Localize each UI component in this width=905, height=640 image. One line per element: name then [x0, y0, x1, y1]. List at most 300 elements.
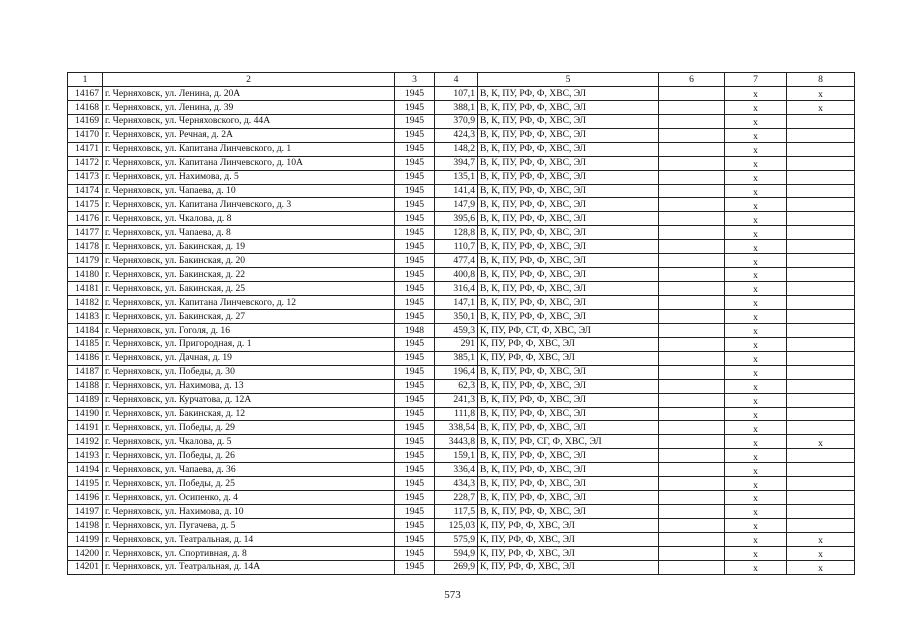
cell-year: 1945: [395, 337, 435, 351]
cell-col7: х: [725, 323, 787, 337]
cell-equipment: В, К, ПУ, РФ, Ф, ХВС, ЭЛ: [478, 379, 659, 393]
table-row: [68, 240, 855, 254]
cell-col8: [787, 449, 855, 463]
cell-equipment: В, К, ПУ, РФ, Ф, ХВС, ЭЛ: [478, 296, 659, 310]
table-row: [68, 435, 855, 449]
cell-id: 14167: [68, 86, 103, 100]
cell-col8: [787, 323, 855, 337]
column-header-4: 4: [435, 73, 478, 87]
cell-id: 14178: [68, 240, 103, 254]
cell-area: 110,7: [435, 240, 478, 254]
cell-col8: [787, 505, 855, 519]
cell-col6: [659, 254, 725, 268]
cell-col7: х: [725, 491, 787, 505]
table-body: [68, 86, 855, 574]
cell-col6: [659, 477, 725, 491]
cell-address: г. Черняховск, ул. Ленина, д. 20А: [103, 86, 395, 100]
table-row: [68, 407, 855, 421]
cell-year: 1945: [395, 407, 435, 421]
cell-area: 594,9: [435, 546, 478, 560]
cell-area: 350,1: [435, 309, 478, 323]
table-row: [68, 546, 855, 560]
cell-id: 14195: [68, 477, 103, 491]
cell-col6: [659, 463, 725, 477]
cell-address: г. Черняховск, ул. Пригородная, д. 1: [103, 337, 395, 351]
cell-year: 1945: [395, 491, 435, 505]
cell-col6: [659, 184, 725, 198]
table-header-row: [68, 73, 855, 87]
cell-equipment: В, К, ПУ, РФ, Ф, ХВС, ЭЛ: [478, 128, 659, 142]
cell-col7: х: [725, 505, 787, 519]
cell-col6: [659, 309, 725, 323]
cell-equipment: К, ПУ, РФ, Ф, ХВС, ЭЛ: [478, 351, 659, 365]
cell-col8: [787, 309, 855, 323]
cell-area: 147,9: [435, 198, 478, 212]
cell-id: 14192: [68, 435, 103, 449]
cell-area: 3443,8: [435, 435, 478, 449]
table-row: [68, 351, 855, 365]
cell-col6: [659, 156, 725, 170]
cell-year: 1945: [395, 282, 435, 296]
cell-col6: [659, 519, 725, 533]
cell-col8: [787, 351, 855, 365]
cell-address: г. Черняховск, ул. Победы, д. 26: [103, 449, 395, 463]
cell-id: 14183: [68, 309, 103, 323]
cell-col8: [787, 282, 855, 296]
cell-col7: х: [725, 407, 787, 421]
cell-year: 1945: [395, 156, 435, 170]
cell-address: г. Черняховск, ул. Бакинская, д. 12: [103, 407, 395, 421]
cell-address: г. Черняховск, ул. Курчатова, д. 12А: [103, 393, 395, 407]
cell-col8: [787, 170, 855, 184]
table-row: [68, 86, 855, 100]
column-header-2: 2: [103, 73, 395, 87]
cell-area: 159,1: [435, 449, 478, 463]
cell-col7: х: [725, 268, 787, 282]
cell-col7: х: [725, 226, 787, 240]
cell-col8: [787, 226, 855, 240]
cell-address: г. Черняховск, ул. Чапаева, д. 10: [103, 184, 395, 198]
cell-col8: [787, 491, 855, 505]
cell-year: 1945: [395, 226, 435, 240]
page-number: 573: [444, 589, 461, 601]
table-row: [68, 254, 855, 268]
cell-equipment: В, К, ПУ, РФ, Ф, ХВС, ЭЛ: [478, 100, 659, 114]
table-row: [68, 114, 855, 128]
cell-col6: [659, 114, 725, 128]
cell-address: г. Черняховск, ул. Капитана Линчевского, д. 12: [103, 296, 395, 310]
cell-area: 400,8: [435, 268, 478, 282]
cell-address: г. Черняховск, ул. Бакинская, д. 27: [103, 309, 395, 323]
cell-id: 14173: [68, 170, 103, 184]
cell-col6: [659, 532, 725, 546]
cell-col6: [659, 282, 725, 296]
cell-address: г. Черняховск, ул. Дачная, д. 19: [103, 351, 395, 365]
cell-col8: [787, 421, 855, 435]
cell-area: 338,54: [435, 421, 478, 435]
cell-area: 385,1: [435, 351, 478, 365]
cell-equipment: В, К, ПУ, РФ, Ф, ХВС, ЭЛ: [478, 142, 659, 156]
table-row: [68, 449, 855, 463]
cell-col8: [787, 337, 855, 351]
cell-col6: [659, 505, 725, 519]
cell-area: 128,8: [435, 226, 478, 240]
cell-equipment: К, ПУ, РФ, Ф, ХВС, ЭЛ: [478, 337, 659, 351]
cell-col7: х: [725, 379, 787, 393]
cell-col7: х: [725, 351, 787, 365]
cell-id: 14190: [68, 407, 103, 421]
cell-col7: х: [725, 86, 787, 100]
cell-id: 14191: [68, 421, 103, 435]
cell-col8: [787, 463, 855, 477]
cell-id: 14180: [68, 268, 103, 282]
cell-address: г. Черняховск, ул. Нахимова, д. 13: [103, 379, 395, 393]
table-row: [68, 100, 855, 114]
cell-col6: [659, 546, 725, 560]
cell-equipment: В, К, ПУ, РФ, Ф, ХВС, ЭЛ: [478, 309, 659, 323]
cell-id: 14179: [68, 254, 103, 268]
cell-year: 1945: [395, 379, 435, 393]
table-row: [68, 268, 855, 282]
cell-col7: х: [725, 477, 787, 491]
cell-col7: х: [725, 309, 787, 323]
table-row: [68, 393, 855, 407]
table-row: [68, 421, 855, 435]
table-row: [68, 463, 855, 477]
cell-year: 1945: [395, 86, 435, 100]
cell-equipment: В, К, ПУ, РФ, Ф, ХВС, ЭЛ: [478, 505, 659, 519]
cell-equipment: В, К, ПУ, РФ, Ф, ХВС, ЭЛ: [478, 449, 659, 463]
cell-year: 1945: [395, 184, 435, 198]
table-row: [68, 282, 855, 296]
cell-col7: х: [725, 240, 787, 254]
cell-col7: х: [725, 435, 787, 449]
table-row: [68, 560, 855, 574]
table-row: [68, 128, 855, 142]
cell-address: г. Черняховск, ул. Чкалова, д. 8: [103, 212, 395, 226]
cell-id: 14193: [68, 449, 103, 463]
cell-equipment: В, К, ПУ, РФ, Ф, ХВС, ЭЛ: [478, 491, 659, 505]
cell-col7: х: [725, 463, 787, 477]
cell-year: 1945: [395, 268, 435, 282]
cell-id: 14199: [68, 532, 103, 546]
cell-area: 111,8: [435, 407, 478, 421]
table-row: [68, 337, 855, 351]
cell-col8: [787, 128, 855, 142]
cell-area: 125,03: [435, 519, 478, 533]
cell-col7: х: [725, 546, 787, 560]
cell-col8: [787, 212, 855, 226]
cell-year: 1945: [395, 393, 435, 407]
cell-area: 62,3: [435, 379, 478, 393]
cell-col6: [659, 198, 725, 212]
cell-col6: [659, 491, 725, 505]
cell-area: 228,7: [435, 491, 478, 505]
cell-year: 1945: [395, 532, 435, 546]
column-header-1: 1: [68, 73, 103, 87]
cell-year: 1945: [395, 351, 435, 365]
cell-col7: х: [725, 365, 787, 379]
table-row: [68, 505, 855, 519]
cell-equipment: В, К, ПУ, РФ, Ф, ХВС, ЭЛ: [478, 198, 659, 212]
cell-year: 1945: [395, 449, 435, 463]
cell-year: 1945: [395, 296, 435, 310]
cell-equipment: В, К, ПУ, РФ, Ф, ХВС, ЭЛ: [478, 463, 659, 477]
cell-col6: [659, 379, 725, 393]
cell-year: 1945: [395, 114, 435, 128]
cell-area: 147,1: [435, 296, 478, 310]
cell-address: г. Черняховск, ул. Бакинская, д. 20: [103, 254, 395, 268]
cell-address: г. Черняховск, ул. Победы, д. 29: [103, 421, 395, 435]
cell-equipment: В, К, ПУ, РФ, Ф, ХВС, ЭЛ: [478, 407, 659, 421]
cell-col6: [659, 296, 725, 310]
table-row: [68, 226, 855, 240]
cell-col7: х: [725, 449, 787, 463]
cell-address: г. Черняховск, ул. Победы, д. 30: [103, 365, 395, 379]
cell-address: г. Черняховск, ул. Нахимова, д. 10: [103, 505, 395, 519]
cell-id: 14182: [68, 296, 103, 310]
cell-col7: х: [725, 156, 787, 170]
cell-year: 1945: [395, 142, 435, 156]
cell-area: 388,1: [435, 100, 478, 114]
cell-year: 1945: [395, 365, 435, 379]
cell-address: г. Черняховск, ул. Спортивная, д. 8: [103, 546, 395, 560]
table-row: [68, 212, 855, 226]
cell-col7: х: [725, 100, 787, 114]
cell-equipment: В, К, ПУ, РФ, Ф, ХВС, ЭЛ: [478, 226, 659, 240]
cell-col6: [659, 407, 725, 421]
cell-col6: [659, 365, 725, 379]
cell-col8: х: [787, 100, 855, 114]
cell-id: 14196: [68, 491, 103, 505]
table-row: [68, 309, 855, 323]
column-header-6: 6: [659, 73, 725, 87]
cell-col8: [787, 379, 855, 393]
cell-col7: х: [725, 560, 787, 574]
cell-id: 14198: [68, 519, 103, 533]
cell-col8: [787, 477, 855, 491]
cell-equipment: В, К, ПУ, РФ, Ф, ХВС, ЭЛ: [478, 421, 659, 435]
cell-col7: х: [725, 212, 787, 226]
cell-address: г. Черняховск, ул. Капитана Линчевского, д. 10А: [103, 156, 395, 170]
cell-equipment: К, ПУ, РФ, Ф, ХВС, ЭЛ: [478, 519, 659, 533]
cell-col6: [659, 393, 725, 407]
cell-address: г. Черняховск, ул. Речная, д. 2А: [103, 128, 395, 142]
cell-col8: [787, 296, 855, 310]
cell-col6: [659, 449, 725, 463]
cell-equipment: В, К, ПУ, РФ, Ф, ХВС, ЭЛ: [478, 170, 659, 184]
cell-col8: х: [787, 435, 855, 449]
cell-area: 316,4: [435, 282, 478, 296]
cell-year: 1945: [395, 128, 435, 142]
cell-col7: х: [725, 254, 787, 268]
cell-id: 14176: [68, 212, 103, 226]
cell-col7: х: [725, 421, 787, 435]
cell-col8: [787, 393, 855, 407]
housing-register-table: [67, 72, 855, 575]
cell-id: 14181: [68, 282, 103, 296]
cell-area: 241,3: [435, 393, 478, 407]
table-row: [68, 170, 855, 184]
cell-address: г. Черняховск, ул. Чапаева, д. 36: [103, 463, 395, 477]
cell-col7: х: [725, 184, 787, 198]
cell-area: 291: [435, 337, 478, 351]
cell-year: 1945: [395, 212, 435, 226]
cell-col8: [787, 142, 855, 156]
cell-id: 14188: [68, 379, 103, 393]
cell-address: г. Черняховск, ул. Театральная, д. 14А: [103, 560, 395, 574]
cell-col8: [787, 198, 855, 212]
cell-col8: [787, 114, 855, 128]
cell-col8: [787, 156, 855, 170]
cell-area: 269,9: [435, 560, 478, 574]
cell-area: 434,3: [435, 477, 478, 491]
cell-col8: х: [787, 86, 855, 100]
cell-area: 395,6: [435, 212, 478, 226]
cell-address: г. Черняховск, ул. Нахимова, д. 5: [103, 170, 395, 184]
table-row: [68, 519, 855, 533]
cell-year: 1945: [395, 435, 435, 449]
table-row: [68, 477, 855, 491]
cell-id: 14200: [68, 546, 103, 560]
cell-equipment: В, К, ПУ, РФ, Ф, ХВС, ЭЛ: [478, 240, 659, 254]
cell-id: 14186: [68, 351, 103, 365]
cell-equipment: В, К, ПУ, РФ, Ф, ХВС, ЭЛ: [478, 365, 659, 379]
cell-id: 14168: [68, 100, 103, 114]
cell-col6: [659, 128, 725, 142]
cell-area: 394,7: [435, 156, 478, 170]
cell-col6: [659, 560, 725, 574]
cell-id: 14171: [68, 142, 103, 156]
cell-equipment: К, ПУ, РФ, Ф, ХВС, ЭЛ: [478, 546, 659, 560]
cell-address: г. Черняховск, ул. Черняховского, д. 44А: [103, 114, 395, 128]
cell-id: 14197: [68, 505, 103, 519]
cell-col7: х: [725, 142, 787, 156]
table-row: [68, 532, 855, 546]
cell-col6: [659, 435, 725, 449]
cell-equipment: В, К, ПУ, РФ, Ф, ХВС, ЭЛ: [478, 268, 659, 282]
cell-id: 14189: [68, 393, 103, 407]
cell-col8: х: [787, 546, 855, 560]
cell-col7: х: [725, 296, 787, 310]
cell-col6: [659, 100, 725, 114]
cell-col7: х: [725, 337, 787, 351]
cell-year: 1945: [395, 254, 435, 268]
cell-col7: х: [725, 282, 787, 296]
cell-address: г. Черняховск, ул. Чкалова, д. 5: [103, 435, 395, 449]
cell-col8: х: [787, 532, 855, 546]
cell-address: г. Черняховск, ул. Пугачева, д. 5: [103, 519, 395, 533]
column-header-3: 3: [395, 73, 435, 87]
cell-year: 1945: [395, 463, 435, 477]
cell-col8: [787, 407, 855, 421]
cell-equipment: В, К, ПУ, РФ, Ф, ХВС, ЭЛ: [478, 212, 659, 226]
cell-area: 107,1: [435, 86, 478, 100]
cell-equipment: В, К, ПУ, РФ, Ф, ХВС, ЭЛ: [478, 393, 659, 407]
cell-area: 336,4: [435, 463, 478, 477]
cell-area: 117,5: [435, 505, 478, 519]
cell-area: 135,1: [435, 170, 478, 184]
cell-col8: [787, 240, 855, 254]
cell-id: 14187: [68, 365, 103, 379]
cell-id: 14184: [68, 323, 103, 337]
cell-id: 14172: [68, 156, 103, 170]
cell-year: 1945: [395, 560, 435, 574]
cell-address: г. Черняховск, ул. Бакинская, д. 25: [103, 282, 395, 296]
table-row: [68, 379, 855, 393]
cell-area: 477,4: [435, 254, 478, 268]
cell-col6: [659, 421, 725, 435]
cell-col6: [659, 351, 725, 365]
cell-area: 370,9: [435, 114, 478, 128]
cell-area: 196,4: [435, 365, 478, 379]
cell-area: 148,2: [435, 142, 478, 156]
cell-year: 1945: [395, 309, 435, 323]
cell-id: 14185: [68, 337, 103, 351]
cell-equipment: В, К, ПУ, РФ, Ф, ХВС, ЭЛ: [478, 184, 659, 198]
cell-equipment: В, К, ПУ, РФ, Ф, ХВС, ЭЛ: [478, 254, 659, 268]
column-header-8: 8: [787, 73, 855, 87]
cell-equipment: В, К, ПУ, РФ, Ф, ХВС, ЭЛ: [478, 282, 659, 296]
cell-col6: [659, 268, 725, 282]
cell-col7: х: [725, 170, 787, 184]
cell-id: 14201: [68, 560, 103, 574]
table-row: [68, 198, 855, 212]
cell-col8: [787, 519, 855, 533]
cell-equipment: В, К, ПУ, РФ, СГ, Ф, ХВС, ЭЛ: [478, 435, 659, 449]
cell-col6: [659, 226, 725, 240]
cell-year: 1945: [395, 170, 435, 184]
table-row: [68, 296, 855, 310]
cell-address: г. Черняховск, ул. Театральная, д. 14: [103, 532, 395, 546]
cell-col7: х: [725, 532, 787, 546]
cell-year: 1948: [395, 323, 435, 337]
cell-area: 141,4: [435, 184, 478, 198]
cell-address: г. Черняховск, ул. Капитана Линчевского, д. 3: [103, 198, 395, 212]
cell-col7: х: [725, 128, 787, 142]
cell-id: 14194: [68, 463, 103, 477]
cell-year: 1945: [395, 240, 435, 254]
table-row: [68, 142, 855, 156]
table-row: [68, 491, 855, 505]
cell-id: 14169: [68, 114, 103, 128]
cell-address: г. Черняховск, ул. Победы, д. 25: [103, 477, 395, 491]
table-row: [68, 365, 855, 379]
cell-col6: [659, 337, 725, 351]
cell-equipment: К, ПУ, РФ, СТ, Ф, ХВС, ЭЛ: [478, 323, 659, 337]
cell-equipment: В, К, ПУ, РФ, Ф, ХВС, ЭЛ: [478, 114, 659, 128]
cell-year: 1945: [395, 505, 435, 519]
table-row: [68, 184, 855, 198]
cell-col8: [787, 268, 855, 282]
cell-year: 1945: [395, 421, 435, 435]
cell-year: 1945: [395, 100, 435, 114]
cell-address: г. Черняховск, ул. Бакинская, д. 19: [103, 240, 395, 254]
cell-equipment: К, ПУ, РФ, Ф, ХВС, ЭЛ: [478, 532, 659, 546]
cell-col7: х: [725, 198, 787, 212]
cell-col8: [787, 365, 855, 379]
cell-address: г. Черняховск, ул. Осипенко, д. 4: [103, 491, 395, 505]
column-header-7: 7: [725, 73, 787, 87]
cell-equipment: В, К, ПУ, РФ, Ф, ХВС, ЭЛ: [478, 156, 659, 170]
table-row: [68, 323, 855, 337]
cell-year: 1945: [395, 546, 435, 560]
cell-address: г. Черняховск, ул. Гоголя, д. 16: [103, 323, 395, 337]
cell-col8: х: [787, 560, 855, 574]
cell-area: 575,9: [435, 532, 478, 546]
cell-col8: [787, 184, 855, 198]
cell-year: 1945: [395, 477, 435, 491]
